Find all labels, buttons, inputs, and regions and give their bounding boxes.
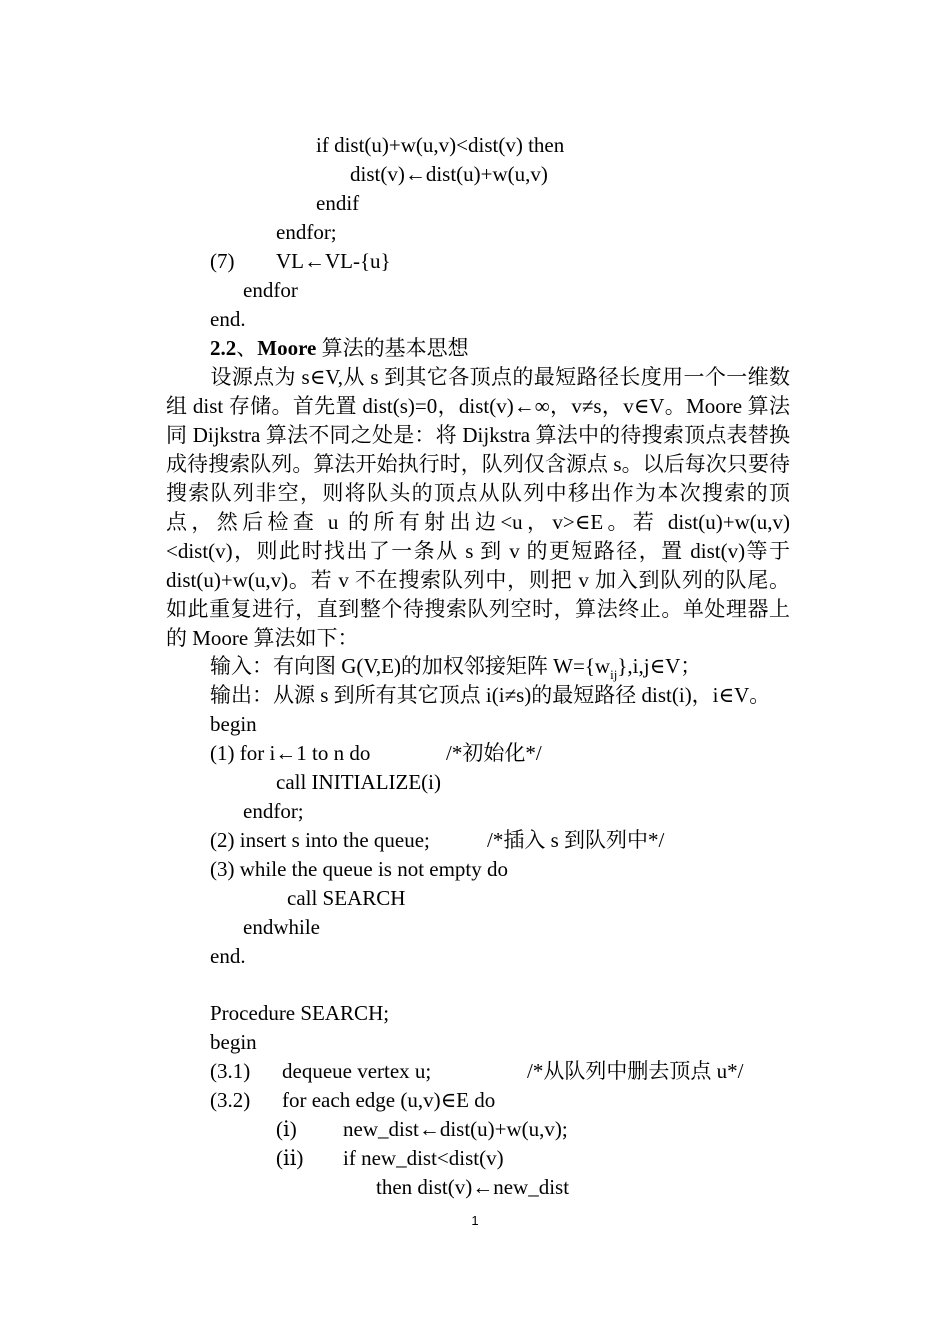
step-3-code: (3) while the queue is not empty do (210, 857, 509, 881)
main-end: end. (210, 944, 246, 968)
step-2-comment: /*插入 s 到队列中*/ (487, 828, 665, 852)
substep-ii-then: then dist(v)←new_dist (376, 1175, 570, 1199)
step-1-call: call INITIALIZE(i) (276, 770, 441, 794)
section-name-bold: Moore (257, 336, 317, 360)
step-3-call: call SEARCH (287, 886, 406, 910)
step-7-number: (7) (210, 249, 235, 273)
body-paragraph (166, 363, 790, 653)
substep-i-code: new_dist←dist(u)+w(u,v); (343, 1117, 568, 1141)
section-title-rest: 算法的基本思想 (316, 336, 469, 360)
step-3-1-number: (3.1) (210, 1059, 251, 1083)
main-begin: begin (210, 712, 257, 736)
substep-i-number: (ⅰ) (276, 1117, 297, 1141)
code-line-assign: dist(v)←dist(u)+w(u,v) (350, 162, 548, 186)
code-line-end: end. (210, 307, 246, 331)
section-separator: 、 (236, 336, 258, 360)
procedure-header: Procedure SEARCH; (210, 1001, 390, 1025)
procedure-begin: begin (210, 1030, 257, 1054)
step-2-code: (2) insert s into the queue; (210, 828, 430, 852)
input-text-end: },i,j∈V； (617, 654, 702, 678)
section-heading (210, 334, 469, 363)
step-3-endwhile: endwhile (243, 915, 320, 939)
step-3-2-number: (3.2) (210, 1088, 251, 1112)
step-3-2-code: for each edge (u,v)∈E do (282, 1088, 496, 1112)
step-1-endfor: endfor; (243, 799, 304, 823)
substep-ii-number: (ⅱ) (276, 1146, 304, 1170)
input-text: 输入：有向图 G(V,E)的加权邻接矩阵 W={w (210, 654, 611, 678)
step-7-code: VL←VL-{u} (276, 249, 391, 273)
step-3-1-comment: /*从队列中删去顶点 u*/ (527, 1059, 744, 1083)
output-line: 输出：从源 s 到所有其它顶点 i(i≠s)的最短路径 dist(i)，i∈V。 (210, 683, 771, 707)
section-number: 2.2 (210, 336, 237, 360)
step-1-comment: /*初始化*/ (446, 741, 542, 765)
code-line-if: if dist(u)+w(u,v)<dist(v) then (316, 133, 565, 157)
step-3-1-code: dequeue vertex u; (282, 1059, 432, 1083)
body-paragraph-text: 设源点为 s∈V,从 s 到其它各顶点的最短路径长度用一个一维数组 dist 存储。首先置 dist(s)=0，dist(v)←∞，v≠s，v∈V。Moore 算法同 Dijkstra 算法不同之处是：将 Dijkstra 算法中的待搜索顶点表替换成待搜索队列。算法开始执行时，队列仅含源点 s。以后每次只要待搜索队列非空，则将队头的顶点从队列中移出作为本次搜索的顶点，然后检查 u 的所有射出边<u，v>∈E。若 dist(u)+w(u,v)<dist(v)，则此时找出了一条从 s 到 v 的更短路径，置 dist(v)等于 dist(u)+w(u,v)。若 v 不在搜索队列中，则把 v 加入到队列的队尾。如此重复进行，直到整个待搜索队列空时，算法终止。单处理器上的 Moore 算法如下： (166, 365, 790, 650)
code-line-endfor-outer: endfor (243, 278, 298, 302)
substep-ii-code: if new_dist<dist(v) (343, 1146, 504, 1170)
code-line-endfor-inner: endfor; (276, 220, 337, 244)
page-number: 1 (471, 1213, 479, 1228)
step-1-code: (1) for i←1 to n do (210, 741, 371, 765)
input-subscript: ij (610, 667, 618, 682)
code-line-endif: endif (316, 191, 360, 215)
